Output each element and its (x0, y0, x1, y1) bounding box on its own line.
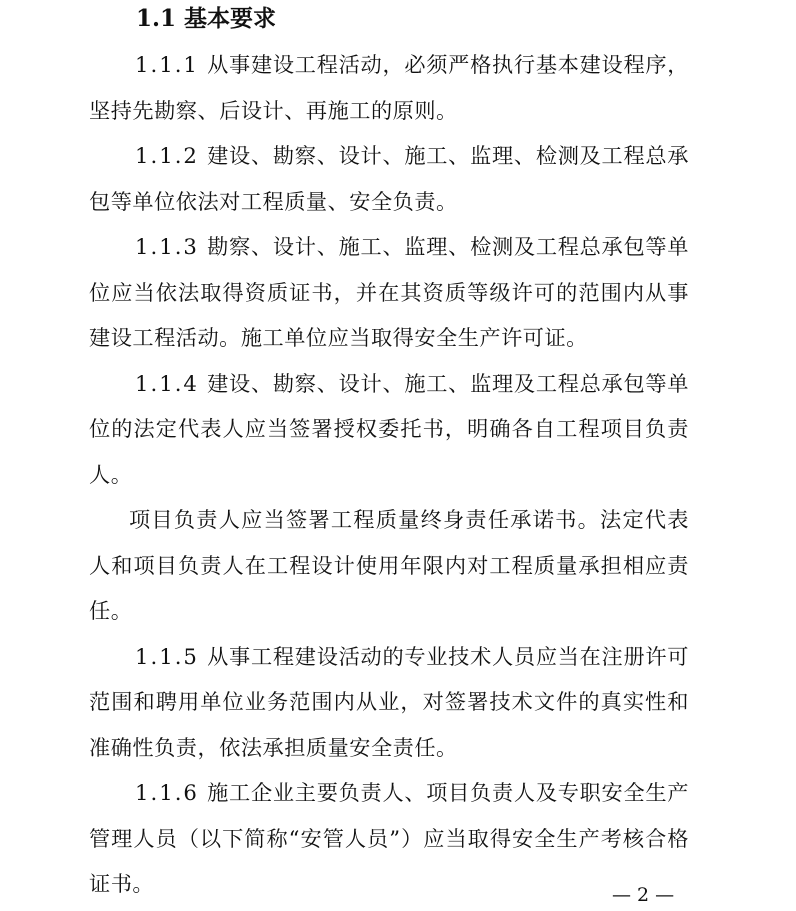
clause-1-1-2 (89, 133, 689, 224)
clause-text: 施工企业主要负责人、项目负责人及专职安全生产管理人员（以下简称“安管人员”）应当取得安全生产考核合格证书。 (89, 780, 689, 896)
clause-number: 1.1.4 (135, 370, 199, 396)
clause-number: 1.1.2 (135, 143, 199, 168)
clause-text: 建设、勘察、设计、施工、监理、检测及工程总承包等单位依法对工程质量、安全负责。 (89, 143, 689, 214)
clause-number: 1.1.6 (135, 780, 199, 805)
section-heading: 1.1 基本要求 (136, 5, 277, 32)
clause-1-1-4 (89, 361, 689, 498)
clause-1-1-5 (89, 634, 689, 771)
clause-number: 1.1.3 (135, 234, 199, 259)
clause-text: 从事建设工程活动，必须严格执行基本建设程序，坚持先勘察、后设计、再施工的原则。 (89, 52, 689, 123)
clause-1-1-3 (89, 224, 689, 361)
clause-1-1-4-continuation (89, 497, 689, 634)
clause-text: 勘察、设计、施工、监理、检测及工程总承包等单位应当依法取得资质证书，并在其资质等级许可的范围内从事建设工程活动。施工单位应当取得安全生产许可证。 (89, 234, 689, 350)
page-number: — 2 — (612, 884, 675, 906)
clause-1-1-6 (89, 770, 689, 907)
clause-text: 建设、勘察、设计、施工、监理及工程总承包等单位的法定代表人应当签署授权委托书，明确各自工程项目负责人。 (89, 370, 689, 487)
clause-number: 1.1.5 (135, 643, 199, 669)
clause-text: 项目负责人应当签署工程质量终身责任承诺书。法定代表人和项目负责人在工程设计使用年限内对工程质量承担相应责任。 (89, 507, 689, 623)
clause-number: 1.1.1 (135, 52, 199, 77)
section-body (89, 42, 689, 907)
clause-1-1-1 (89, 42, 689, 133)
clause-text: 从事工程建设活动的专业技术人员应当在注册许可范围和聘用单位业务范围内从业，对签署技术文件的真实性和准确性负责，依法承担质量安全责任。 (89, 643, 689, 760)
